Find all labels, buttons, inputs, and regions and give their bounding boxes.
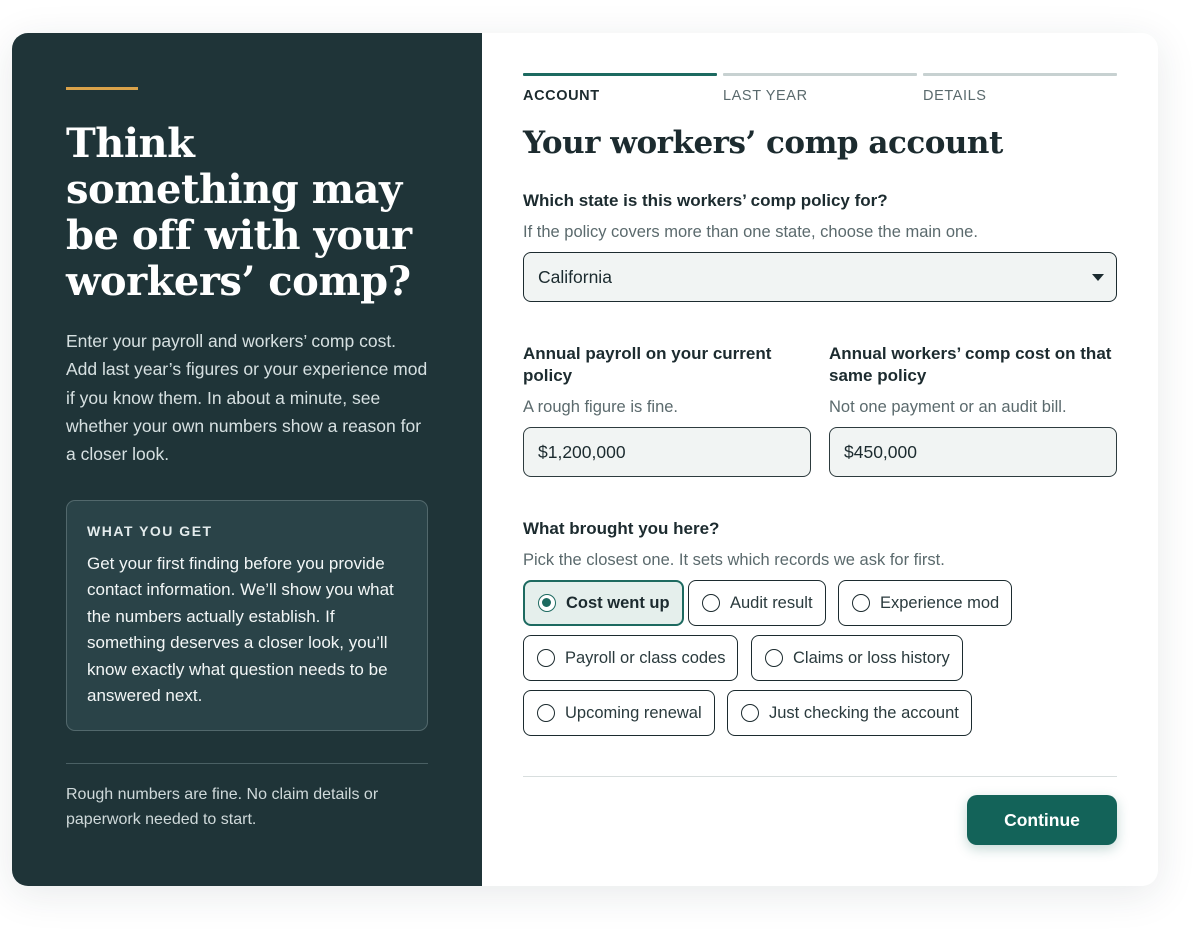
- step-bar: [923, 73, 1117, 76]
- payroll-label: Annual payroll on your current policy: [523, 344, 772, 385]
- radio-icon: [537, 649, 555, 667]
- reason-option-label: Just checking the account: [769, 703, 959, 722]
- comp-cost-label: Annual workers’ comp cost on that same policy: [829, 344, 1112, 385]
- progress-steps: [523, 73, 1117, 104]
- reason-option-label: Upcoming renewal: [565, 703, 702, 722]
- divider: [523, 776, 1117, 777]
- step-bar: [723, 73, 917, 76]
- divider: [66, 763, 428, 764]
- state-select-value: California: [538, 266, 612, 287]
- reason-option-audit-result[interactable]: [688, 580, 826, 626]
- hero-title: Think something may be off with your workers’ comp?: [66, 120, 412, 305]
- form-panel: [482, 33, 1158, 886]
- reason-option-label: Claims or loss history: [793, 648, 950, 667]
- reason-question-hint: Pick the closest one. It sets which records we ask for first.: [523, 551, 945, 569]
- page-title: Your workers’ comp account: [523, 125, 1003, 161]
- reason-option-label: Experience mod: [880, 593, 1000, 612]
- accent-line: [66, 87, 138, 90]
- comp-cost-input-value: $450,000: [844, 441, 917, 462]
- state-question-hint: If the policy covers more than one state, choose the main one.: [523, 223, 978, 241]
- radio-selected-icon: [538, 594, 556, 612]
- reason-option-cost-went-up[interactable]: [523, 580, 684, 626]
- continue-button[interactable]: Continue: [967, 795, 1117, 845]
- footnote: Rough numbers are fine. No claim details or paperwork needed to start.: [66, 786, 379, 828]
- radio-icon: [765, 649, 783, 667]
- onboarding-card: [12, 33, 1158, 886]
- step-label: LAST YEAR: [723, 88, 808, 104]
- info-box-text: Get your first finding before you provide contact information. We’ll show you what the numbers actually establish. If something deserves a closer look, you’ll know exactly what question needs to be answered next.: [87, 554, 394, 706]
- comp-cost-input[interactable]: [829, 427, 1117, 477]
- payroll-hint: A rough figure is fine.: [523, 398, 679, 416]
- reason-option-just-checking[interactable]: [727, 690, 972, 736]
- reason-option-payroll-class-codes[interactable]: [523, 635, 738, 681]
- step-account[interactable]: [523, 73, 717, 104]
- step-label: ACCOUNT: [523, 88, 600, 104]
- step-label: DETAILS: [923, 88, 987, 104]
- payroll-input[interactable]: [523, 427, 811, 477]
- reason-question-label: What brought you here?: [523, 519, 720, 538]
- step-details[interactable]: [923, 73, 1117, 104]
- radio-icon: [702, 594, 720, 612]
- step-last-year[interactable]: [723, 73, 917, 104]
- info-box-title: WHAT YOU GET: [87, 523, 213, 539]
- radio-icon: [852, 594, 870, 612]
- reason-option-upcoming-renewal[interactable]: [523, 690, 715, 736]
- radio-icon: [537, 704, 555, 722]
- intro-panel: [12, 33, 482, 886]
- comp-cost-hint: Not one payment or an audit bill.: [829, 398, 1067, 416]
- reason-option-label: Payroll or class codes: [565, 648, 726, 667]
- step-bar: [523, 73, 717, 76]
- reason-option-label: Audit result: [730, 593, 813, 612]
- state-question-label: Which state is this workers’ comp policy for?: [523, 191, 888, 210]
- state-select[interactable]: [523, 252, 1117, 302]
- reason-option-label: Cost went up: [566, 593, 670, 612]
- caret-down-icon: [1092, 274, 1104, 281]
- radio-icon: [741, 704, 759, 722]
- reason-option-claims-loss-history[interactable]: [751, 635, 963, 681]
- reason-option-experience-mod[interactable]: [838, 580, 1012, 626]
- what-you-get-box: [66, 500, 428, 731]
- hero-description: Enter your payroll and workers’ comp cost. Add last year’s figures or your experience mod if you know them. In about a minute, see whether your own numbers show a reason for a closer look.: [66, 331, 428, 465]
- payroll-input-value: $1,200,000: [538, 441, 626, 462]
